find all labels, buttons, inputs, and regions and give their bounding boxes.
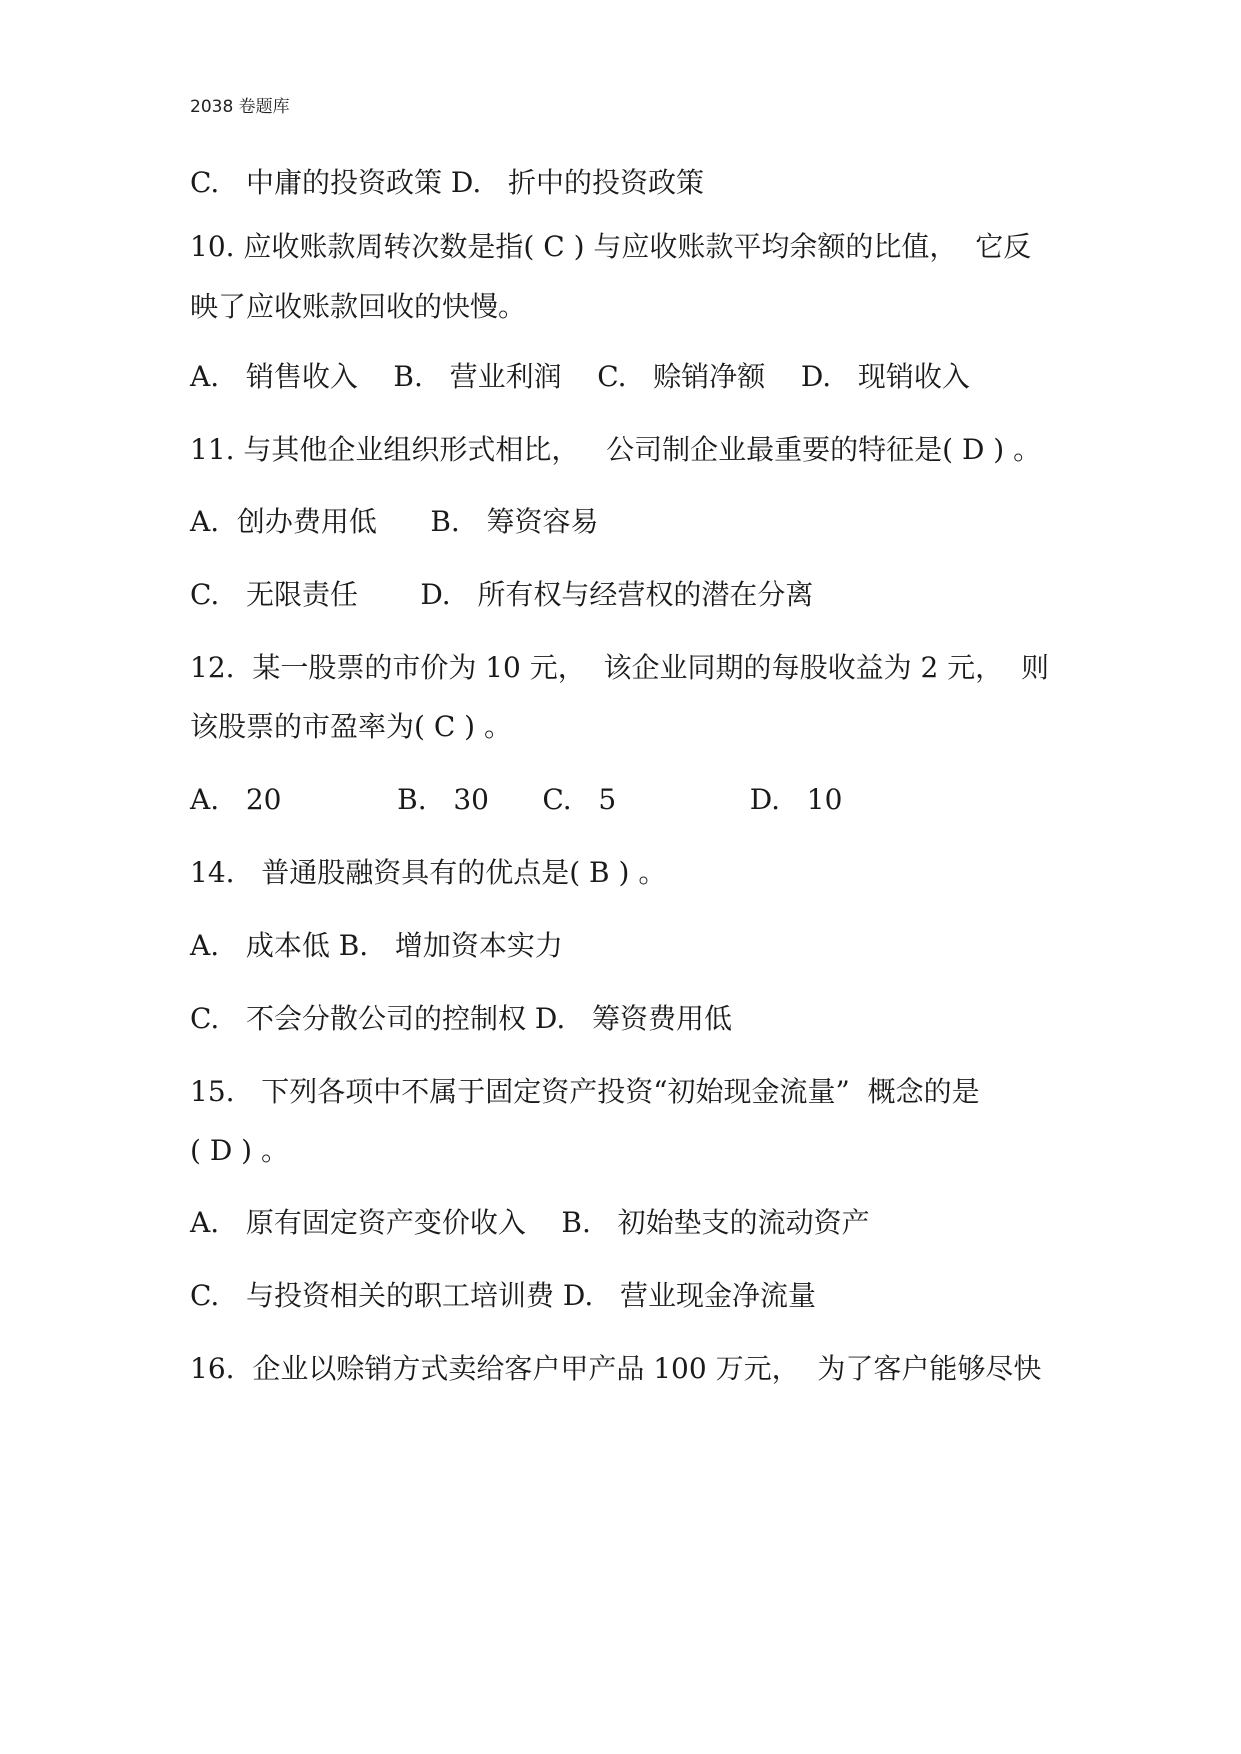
question-14-options-ab: A. 成本低 B. 增加资本实力 <box>190 929 563 962</box>
question-11-options-cd: C. 无限责任 D. 所有权与经营权的潜在分离 <box>190 578 814 611</box>
question-10-line-1: 10. 应收账款周转次数是指( C ) 与应收账款平均余额的比值， 它反 <box>190 230 1032 263</box>
document-header: 2038 卷题库 <box>190 97 290 117</box>
question-10-options: A. 销售收入 B. 营业利润 C. 赊销净额 D. 现销收入 <box>190 360 970 393</box>
question-15-options-cd: C. 与投资相关的职工培训费 D. 营业现金净流量 <box>190 1279 816 1312</box>
question-15-line-1: 15. 下列各项中不属于固定资产投资“初始现金流量” 概念的是 <box>190 1075 980 1108</box>
question-16-line-1: 16. 企业以赊销方式卖给客户甲产品 100 万元， 为了客户能够尽快 <box>190 1352 1042 1385</box>
question-12-line-2: 该股票的市盈率为( C ) 。 <box>190 710 512 743</box>
question-11: 11. 与其他企业组织形式相比， 公司制企业最重要的特征是( D ) 。 <box>190 433 1042 466</box>
question-12-line-1: 12. 某一股票的市价为 10 元， 该企业同期的每股收益为 2 元， 则 <box>190 651 1049 684</box>
question-14: 14. 普通股融资具有的优点是( B ) 。 <box>190 856 667 889</box>
question-15-line-2: ( D ) 。 <box>190 1134 289 1167</box>
option-line-q9-c-d: C. 中庸的投资政策 D. 折中的投资政策 <box>190 166 704 199</box>
question-12-options: A. 20 B. 30 C. 5 D. 10 <box>190 783 843 816</box>
question-11-options-ab: A. 创办费用低 B. 筹资容易 <box>190 505 599 538</box>
question-15-options-ab: A. 原有固定资产变价收入 B. 初始垫支的流动资产 <box>190 1206 870 1239</box>
question-10-line-2: 映了应收账款回收的快慢。 <box>190 290 527 323</box>
question-14-options-cd: C. 不会分散公司的控制权 D. 筹资费用低 <box>190 1002 732 1035</box>
